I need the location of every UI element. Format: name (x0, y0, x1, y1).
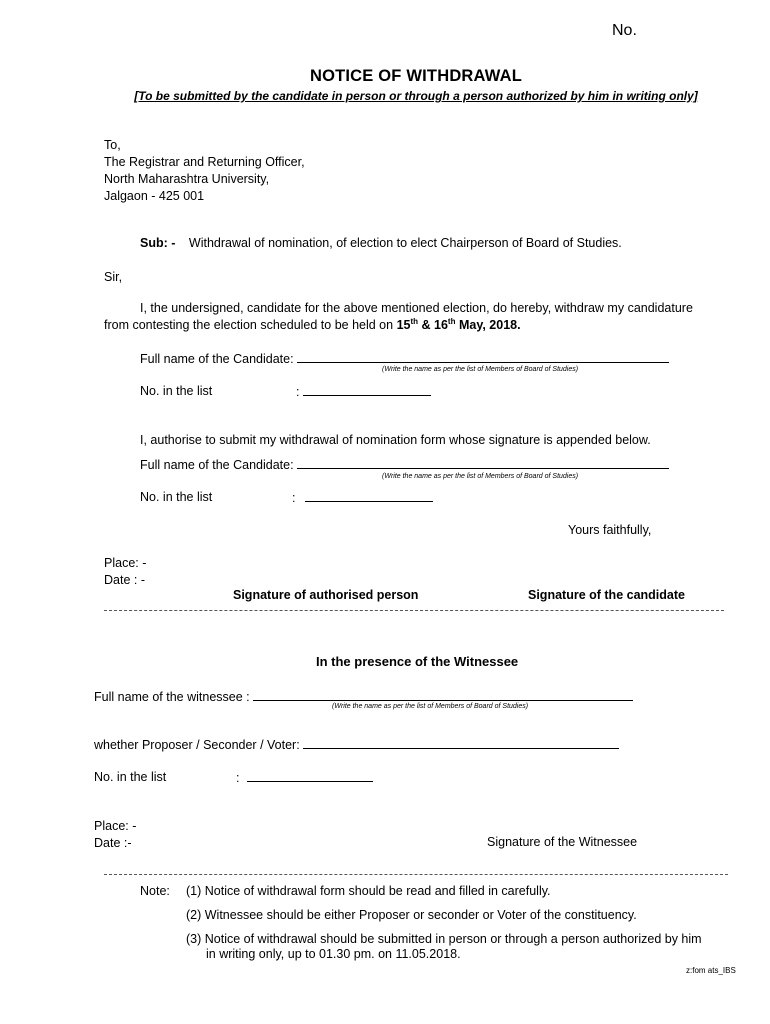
address-to: To, (104, 138, 121, 152)
authorise-name-hint: (Write the name as per the list of Members of Board of Studies) (382, 473, 579, 480)
candidate-name-label: Full name of the Candidate: (140, 352, 294, 366)
authorise-statement: I, authorise to submit my withdrawal of nomination form whose signature is appended below. (140, 433, 651, 447)
address-line-2: North Maharashtra University, (104, 172, 270, 186)
candidate-list-colon: : (296, 385, 300, 399)
form-number-label: No. (612, 22, 637, 39)
witness-place-label: Place: - (94, 819, 137, 833)
page-title: NOTICE OF WITHDRAWAL (309, 67, 523, 85)
date-2-suffix: th (447, 317, 456, 326)
witness-list-colon: : (236, 771, 240, 785)
election-dates (397, 318, 521, 332)
date-month-year: May, 2018. (455, 318, 521, 333)
witness-list-row (236, 770, 373, 785)
address-block (104, 137, 305, 205)
notes-separator-line (104, 874, 728, 875)
date-1-number: 15 (396, 318, 411, 333)
subject-line (140, 236, 622, 250)
note-1: (1) Notice of withdrawal form should be read and filled in carefully. (186, 884, 551, 898)
salutation: Sir, (104, 270, 123, 284)
notes-label: Note: (140, 884, 170, 898)
witness-role-field[interactable] (303, 737, 619, 749)
candidate-list-label: No. in the list (140, 384, 213, 398)
candidate-name-row (140, 351, 669, 366)
subject-text: Withdrawal of nomination, of election to elect Chairperson of Board of Studies. (188, 236, 622, 250)
body-para-prefix: from contesting the election scheduled to be held on (104, 318, 397, 333)
authorise-list-row (292, 490, 433, 505)
date-label: Date : - (104, 573, 145, 587)
address-line-1: The Registrar and Returning Officer, (104, 155, 305, 169)
note-3-line-2: in writing only, up to 01.30 pm. on 11.05.2018. (206, 947, 461, 961)
witness-signature: Signature of the Witnessee (487, 835, 638, 849)
signature-candidate: Signature of the candidate (528, 588, 685, 602)
subject-label: Sub: - (140, 236, 176, 250)
authorise-list-label: No. in the list (140, 490, 213, 504)
note-3-line-1: (3) Notice of withdrawal should be submitted in person or through a person authorized by him (186, 932, 702, 946)
separator-line (104, 610, 724, 611)
candidate-name-field[interactable] (297, 351, 669, 363)
witness-date-label: Date :- (94, 836, 132, 850)
footer-code: z:fom ats_IBS (686, 966, 736, 975)
witness-name-label: Full name of the witnessee : (94, 690, 250, 704)
authorise-list-number-field[interactable] (305, 490, 433, 502)
note-2: (2) Witnessee should be either Proposer or seconder or Voter of the constituency. (186, 908, 637, 922)
witness-list-number-field[interactable] (247, 770, 373, 782)
witness-name-row (94, 689, 633, 704)
authorise-name-field[interactable] (297, 457, 669, 469)
witness-list-label: No. in the list (94, 770, 167, 784)
body-para-line-1: I, the undersigned, candidate for the above mentioned election, do hereby, withdraw my candidature (140, 301, 693, 315)
closing-yours-faithfully: Yours faithfully, (568, 523, 652, 537)
place-label: Place: - (104, 556, 147, 570)
authorise-list-colon: : (292, 491, 296, 505)
candidate-name-hint: (Write the name as per the list of Members of Board of Studies) (382, 366, 579, 373)
witness-place-date-block (94, 818, 136, 852)
date-1-suffix: th (410, 317, 419, 326)
place-date-block (104, 555, 146, 589)
date-and: & (418, 318, 435, 333)
witness-role-label: whether Proposer / Seconder / Voter: (94, 738, 300, 752)
signature-authorised-person: Signature of authorised person (233, 588, 419, 602)
address-line-3: Jalgaon - 425 001 (104, 189, 205, 203)
witness-name-field[interactable] (253, 689, 633, 701)
candidate-list-number-field[interactable] (303, 384, 431, 396)
date-2-number: 16 (434, 318, 448, 333)
authorise-name-row (140, 457, 669, 472)
page-subtitle: [To be submitted by the candidate in person or through a person authorized by him in writing only] (134, 89, 698, 103)
witness-heading: In the presence of the Witnessee (316, 654, 519, 669)
candidate-list-row (296, 384, 431, 399)
witness-name-hint: (Write the name as per the list of Members of Board of Studies) (332, 703, 529, 710)
witness-role-row (94, 737, 619, 752)
body-para-line-2 (104, 317, 521, 332)
authorise-name-label: Full name of the Candidate: (140, 458, 294, 472)
